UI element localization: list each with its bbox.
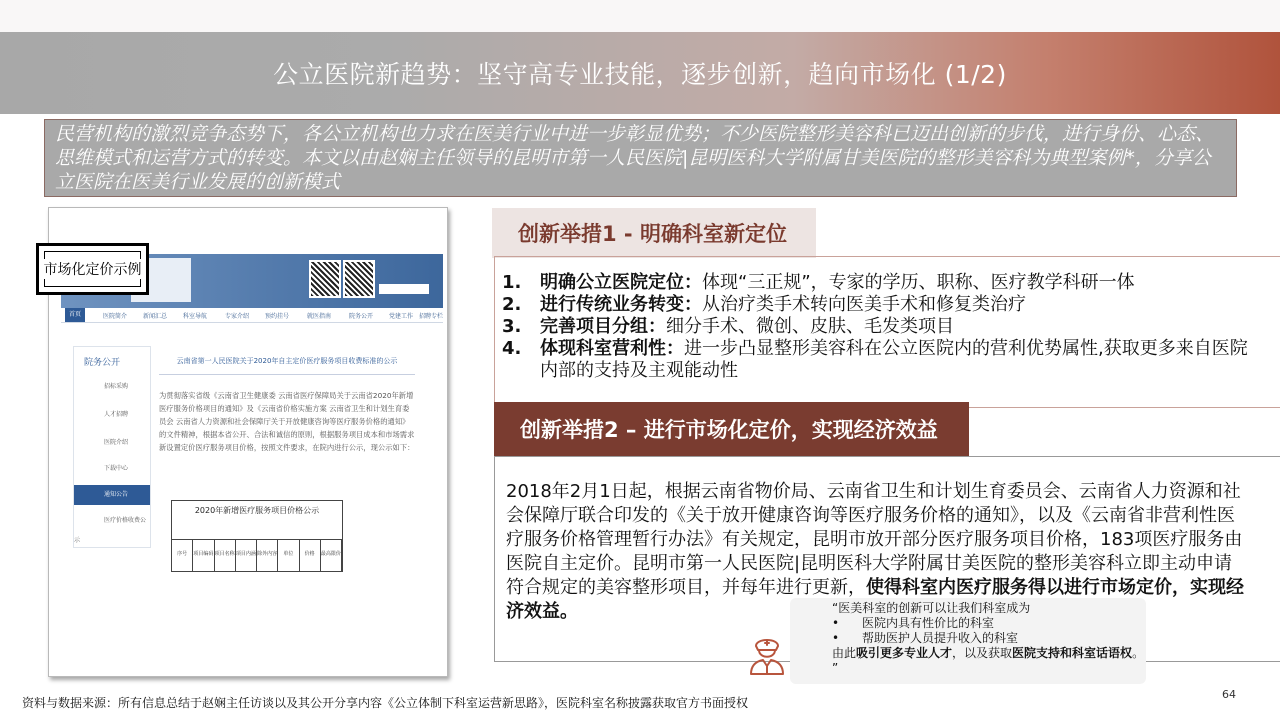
price-column-header: 项目编码: [193, 540, 214, 572]
website-content: [159, 346, 415, 454]
price-column-header: 单位: [278, 540, 299, 572]
quote-text: [832, 601, 1152, 676]
list-item-text: 从治疗类手术转向医美手术和修复类治疗: [702, 294, 1026, 315]
website-sidebar-item: 医院介绍: [104, 439, 129, 446]
qr-code-icon: [343, 260, 375, 298]
qr-code-icon: [309, 260, 341, 298]
website-search-input: [379, 284, 429, 294]
price-column-header: 最高限价: [321, 540, 342, 572]
list-item: [502, 316, 1262, 338]
measure2-bold-text: 使得科室内医疗服务得以进行市场定价，实现经济效益。: [506, 577, 1244, 622]
website-nav-item: 新闻汇总: [143, 313, 168, 320]
measure1-header: [492, 208, 816, 258]
website-sidebar-item: 下载中心: [104, 465, 129, 472]
quote-tail-bold: 医院支持和科室话语权: [1012, 646, 1133, 660]
quote-tail-end: 。 ”: [832, 646, 1145, 675]
measure1-list: [502, 272, 1262, 382]
list-item-heading: 完善项目分组：: [540, 316, 666, 337]
list-item-text: 体现“三正规”，专家的学历、职称、医疗教学科研一体: [702, 272, 1135, 293]
measure2-header: [494, 402, 969, 456]
price-column-header: 序号: [172, 540, 193, 572]
market-pricing-badge: [36, 243, 149, 295]
list-item: [502, 272, 1262, 294]
list-item-heading: 明确公立医院定位：: [540, 272, 702, 293]
website-article-title: 云南省第一人民医院关于2020年自主定价医疗服务项目收费标准的公示: [159, 356, 415, 375]
website-sidebar-item: 医疗价格收费公示: [74, 517, 147, 544]
website-nav-item: 科室导航: [183, 313, 208, 320]
quote-tail-bold: 吸引更多专业人才: [856, 646, 953, 660]
website-nav-item: 党建工作: [389, 313, 414, 320]
quote-bullet-text: 医院内具有性价比的科室: [862, 616, 995, 630]
website-nav-item: 就医指南: [307, 313, 332, 320]
quote-bullet: [832, 631, 1152, 646]
website-nav-item: 医院简介: [103, 313, 128, 320]
website-sidebar-item: 通知公告: [74, 485, 150, 505]
price-column-header: 除外内容: [257, 540, 278, 572]
website-sidebar-item: 人才招聘: [104, 411, 129, 418]
list-number: 2.: [502, 294, 522, 315]
list-number: 1.: [502, 272, 522, 293]
quote-tail-prefix: 由此: [832, 646, 857, 660]
price-table-header: [172, 539, 342, 572]
intro-box: [44, 119, 1237, 197]
website-nav-item: 预约挂号: [265, 313, 290, 320]
bullet-icon: •: [832, 616, 840, 630]
website-sidebar-item: 招标采购: [104, 383, 129, 390]
website-nav-item: 招聘专栏: [419, 313, 444, 320]
list-item-heading: 体现科室营利性：: [540, 338, 684, 359]
website-article-body: 为贯彻落实省级《云南省卫生健康委 云南省医疗保障局关于云南省2020年新增医疗服务价格项目的通知》及《云南省价格实施方案 云南省卫生和计划生育委员会 云南省人力资源和社会保障厅关于开放健康咨询等医疗服务价格的通知》的文件精神，根据本省公开、合法和诚信的原则，根据服务项目成本和市场需求新设置定价医疗服务项目价格，按照文件要求，在院内进行公示，现公示如下：: [159, 391, 415, 452]
page-number: 64: [1222, 688, 1236, 701]
list-item: [502, 338, 1262, 382]
intro-text: 民营机构的激烈竞争态势下，各公立机构也力求在医美行业中进一步彰显优势；不少医院整形美容科已迈出创新的步伐，进行身份、心态、思维模式和运营方式的转变。本文以由赵娴主任领导的昆明市第一人民医院|昆明医科大学附属甘美医院的整形美容科为典型案例*，分享公立医院在医美行业发展的创新模式: [55, 123, 1215, 193]
website-nav: [61, 308, 443, 323]
source-note: 资料与数据来源：所有信息总结于赵娴主任访谈以及其公开分享内容《公立体制下科室运营新思路》，医院科室名称披露获取官方书面授权: [22, 696, 749, 710]
doctor-icon: [745, 632, 789, 676]
measure1-title: 创新举措1 - 明确科室新定位: [518, 222, 787, 246]
website-nav-item: 院务公开: [349, 313, 374, 320]
quote-tail-mid: ，以及获取: [952, 646, 1013, 660]
price-table: [171, 500, 343, 572]
quote-bullet: [832, 616, 1152, 631]
quote-bullet-text: 帮助医护人员提升收入的科室: [862, 631, 1019, 645]
website-sidebar: [73, 346, 151, 548]
quote-lead: “医美科室的创新可以让我们科室成为: [832, 601, 1031, 615]
price-column-header: 项目名称: [215, 540, 236, 572]
bullet-icon: •: [832, 631, 840, 645]
price-column-header: 项目内涵: [236, 540, 257, 572]
list-item-heading: 进行传统业务转变：: [540, 294, 702, 315]
price-table-title: 2020年新增医疗服务项目价格公示: [194, 506, 320, 515]
page-title: 公立医院新趋势：坚守高专业技能，逐步创新，趋向市场化 (1/2): [273, 60, 1007, 89]
market-pricing-label: 市场化定价示例: [42, 259, 144, 279]
website-nav-item: 专家介绍: [225, 313, 250, 320]
list-number: 3.: [502, 316, 522, 337]
measure2-text: 2018年2月1日起，根据云南省物价局、云南省卫生和计划生育委员会、云南省人力资源和社会保障厅联合印发的《关于放开健康咨询等医疗服务价格的通知》，以及《云南省非营利性医疗服务价格管理暂行办法》有关规定，昆明市放开部分医疗服务项目价格，183项医疗服务由医院自主定价。昆明市第一人民医院|昆明医科大学附属甘美医院的整形美容科立即主动申请符合规定的美容整形项目，并每年进行更新，: [506, 481, 1243, 598]
top-strip: [0, 0, 1280, 32]
list-item-text: 进一步凸显整形美容科在公立医院内的营利优势属性,获取更多来自医院内部的支持及主观能动性: [540, 338, 1248, 381]
list-item-text: 细分手术、微创、皮肤、毛发类项目: [666, 316, 954, 337]
list-number: 4.: [502, 338, 522, 359]
website-sidebar-title: 院务公开: [84, 358, 121, 368]
list-item: [502, 294, 1262, 316]
quote-tail: [832, 646, 1152, 676]
title-banner: [0, 32, 1280, 114]
price-column-header: 价格: [300, 540, 321, 572]
measure2-title: 创新举措2 – 进行市场化定价，实现经济效益: [520, 418, 938, 442]
website-nav-item: 首页: [65, 308, 85, 322]
